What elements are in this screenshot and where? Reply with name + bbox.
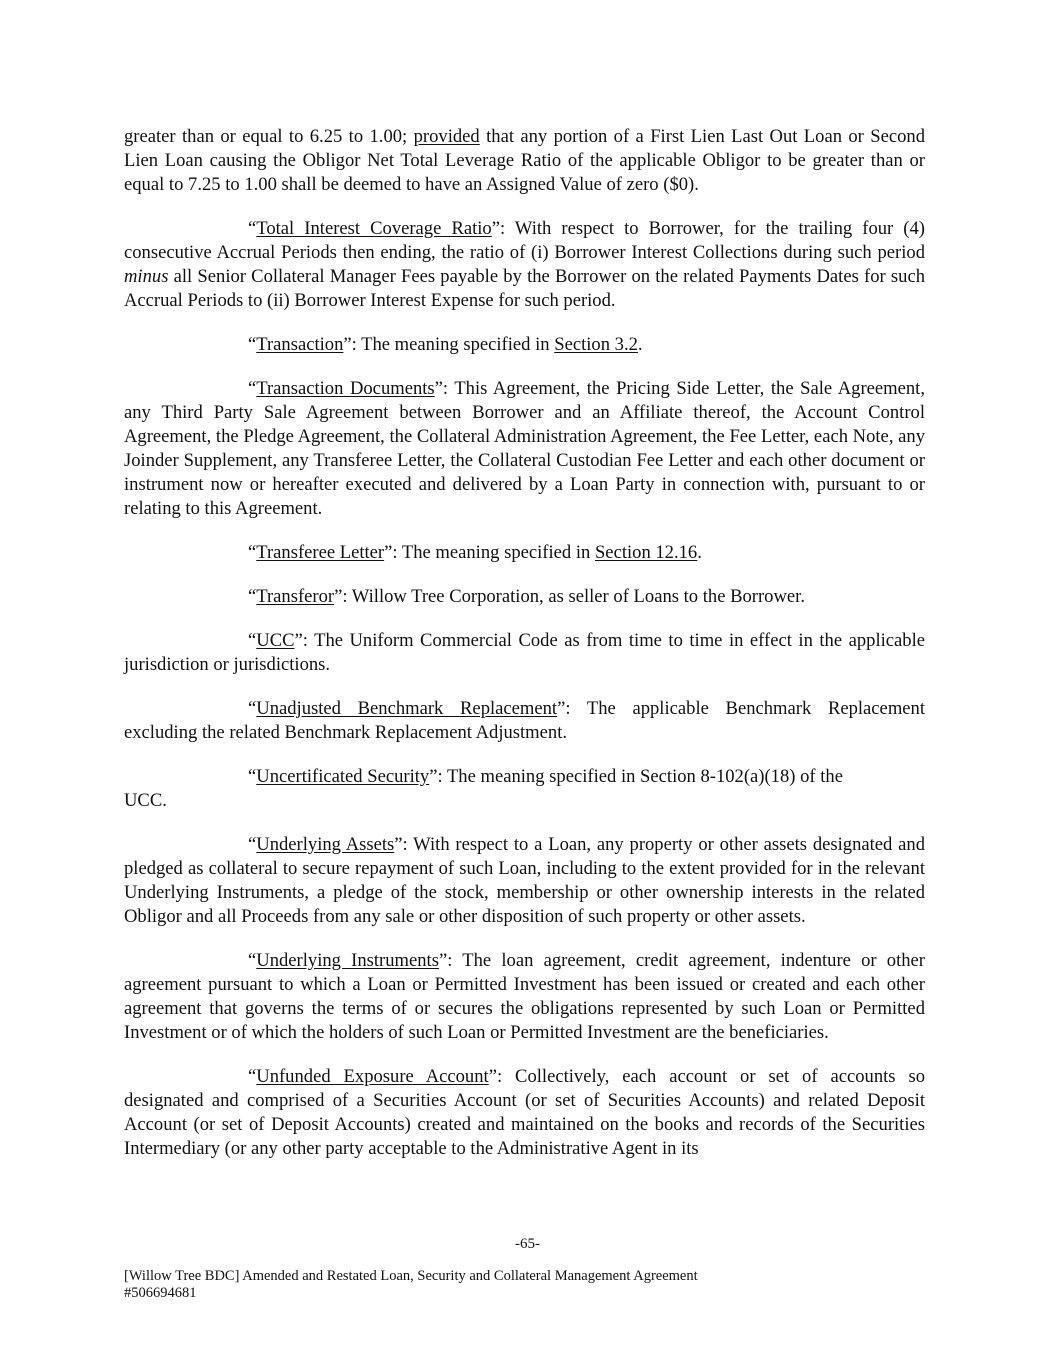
defined-term: Transferor (256, 586, 335, 607)
emphasis-minus: minus (124, 266, 169, 287)
definition-total-interest-coverage-ratio: “Total Interest Coverage Ratio”: With respect to Borrower, for the trailing four (4) consecutive Accrual Periods then ending, the ratio of (i) Borrower Interest Collections during such period minus all Senior Collateral Manager Fees payable by the Borrower on the related Payments Dates for such Accrual Periods to (ii) Borrower Interest Expense for such period. (124, 218, 925, 311)
footer-title: [Willow Tree BDC] Amended and Restated Loan, Security and Collateral Management Agreement (124, 1268, 698, 1284)
document-footer (124, 1268, 698, 1302)
defined-term: Unfunded Exposure Account (256, 1066, 489, 1087)
definition-transferee-letter: “Transferee Letter”: The meaning specified in Section 12.16. (248, 542, 702, 563)
defined-term: Uncertificated Security (256, 766, 430, 787)
defined-term: Underlying Instruments (256, 950, 439, 971)
definition-transaction-documents: “Transaction Documents”: This Agreement, the Pricing Side Letter, the Sale Agreement, any Third Party Sale Agreement between Borrower and an Affiliate thereof, the Account Control Agreement, the Pledge Agreement, the Collateral Administration Agreement, the Fee Letter, each Note, any Joinder Supplement, any Transferee Letter, the Collateral Custodian Fee Letter and each other document or instrument now or hereafter executed and delivered by a Loan Party in connection with, pursuant to or relating to this Agreement. (124, 378, 925, 519)
definition-ucc: “UCC”: The Uniform Commercial Code as from time to time in effect in the applicable jurisdiction or jurisdictions. (124, 630, 925, 675)
definition-underlying-assets: “Underlying Assets”: With respect to a Loan, any property or other assets designated and pledged as collateral to secure repayment of such Loan, including to the extent provided for in the relevant Underlying Instruments, a pledge of the stock, membership or other ownership interests in the related Obligor and all Proceeds from any sale or other disposition of such property or other assets. (124, 834, 925, 927)
definition-transferor: “Transferor”: Willow Tree Corporation, as seller of Loans to the Borrower. (248, 586, 805, 607)
defined-term: Transaction (256, 334, 344, 355)
defined-term: UCC (256, 630, 295, 651)
term-provided: provided (413, 126, 480, 147)
definition-underlying-instruments: “Underlying Instruments”: The loan agreement, credit agreement, indenture or other agreement pursuant to which a Loan or Permitted Investment has been issued or created and each other agreement that governs the terms of or secures the obligations represented by such Loan or Permitted Investment or of which the holders of such Loan or Permitted Investment are the beneficiaries. (124, 950, 926, 1043)
defined-term: Transaction Documents (256, 378, 435, 399)
defined-term: Unadjusted Benchmark Replacement (256, 698, 558, 719)
defined-term: Transferee Letter (256, 542, 385, 563)
definition-transaction: “Transaction”: The meaning specified in Section 3.2. (248, 334, 643, 355)
section-reference: Section 12.16 (594, 542, 698, 563)
page-number: -65- (515, 1236, 540, 1252)
section-reference: Section 3.2 (554, 334, 638, 355)
definition-unfunded-exposure-account: “Unfunded Exposure Account”: Collectively, each account or set of accounts so designated and comprised of a Securities Account (or set of Securities Accounts) and related Deposit Account (or set of Deposit Accounts) created and maintained on the books and records of the Securities Intermediary (or any other party acceptable to the Administrative Agent in its (124, 1066, 926, 1159)
footer-doc-number: #506694681 (124, 1285, 197, 1301)
defined-term: Total Interest Coverage Ratio (256, 218, 492, 239)
defined-term: Underlying Assets (256, 834, 395, 855)
definition-uncertificated-security: “Uncertificated Security”: The meaning specified in Section 8-102(a)(18) of the UCC. (124, 766, 843, 811)
paragraph-continuation: greater than or equal to 6.25 to 1.00; provided that any portion of a First Lien Last Out Loan or Second Lien Loan causing the Obligor Net Total Leverage Ratio of the applicable Obligor to be greater than or equal to 7.25 to 1.00 shall be deemed to have an Assigned Value of zero ($0). (124, 126, 925, 195)
definition-unadjusted-benchmark-replacement: “Unadjusted Benchmark Replacement”: The applicable Benchmark Replacement excluding the related Benchmark Replacement Adjustment. (124, 698, 925, 743)
document-body (124, 125, 925, 1181)
